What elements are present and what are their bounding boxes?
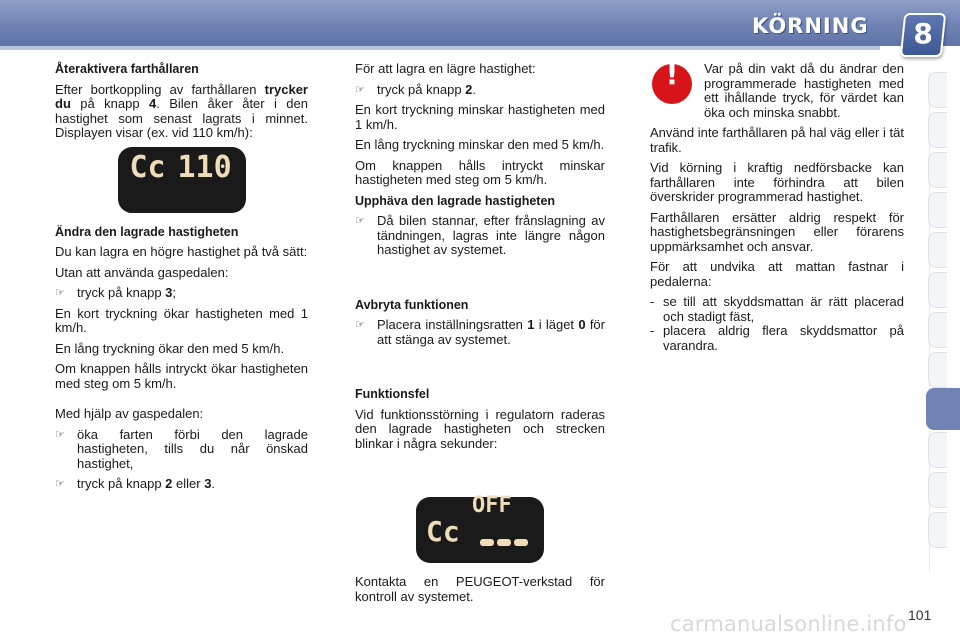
- text-segment: eller: [172, 476, 205, 491]
- chapter-tab-10[interactable]: [928, 432, 947, 468]
- chapter-title: KÖRNING: [752, 14, 869, 38]
- column-right: [650, 58, 904, 353]
- chapter-tab-1[interactable]: [928, 72, 947, 108]
- heading-cancel-speed: Upphäva den lagrade hastigheten: [355, 193, 556, 208]
- text-segment: tryck på knapp: [377, 81, 466, 97]
- text-segment: på knapp: [70, 96, 149, 111]
- bullet-press-2-or-3: [55, 477, 308, 492]
- text-bold: trycker du: [55, 81, 308, 111]
- spacer: [355, 264, 605, 298]
- spacer: [355, 353, 605, 387]
- bullet-exceed-speed: [55, 428, 308, 472]
- pointing-hand-icon: ☞: [355, 215, 365, 227]
- display-cc-label: Cc: [129, 149, 166, 185]
- dash-marker: -: [650, 323, 655, 338]
- paragraph-warning: Var på din vakt då du ändrar den programmerade hastigheten med ett ihållande tryck, för värdet kan öka och minska snabbt.: [704, 61, 904, 120]
- text-segment: .: [472, 81, 477, 97]
- chapter-tab-8[interactable]: [928, 352, 947, 388]
- display-off-label: OFF: [472, 493, 512, 518]
- chapter-number: 8: [913, 17, 933, 50]
- page-number: 101: [908, 607, 932, 623]
- display-speed-value: 110: [177, 149, 232, 185]
- display-cc-label: Cc: [426, 515, 460, 548]
- paragraph-long-press-down: En lång tryckning minskar den med 5 km/h.: [355, 137, 605, 152]
- text-segment: för att stänga av systemet.: [377, 317, 605, 347]
- text-segment: tryck på knapp: [77, 476, 166, 491]
- dash-text: placera aldrig flera skyddsmattor på varandra.: [663, 323, 904, 353]
- dash-item-no-stacking: [650, 324, 904, 353]
- paragraph-no-replacement: Farthållaren ersätter aldrig respekt för hastighetsbegränsningen eller förarens uppmärksamhet och ansvar.: [650, 209, 904, 254]
- paragraph-reactivate: [55, 83, 308, 141]
- chapter-tab-6[interactable]: [928, 272, 947, 308]
- heading-malfunction: Funktionsfel: [355, 387, 430, 401]
- pointing-hand-icon: ☞: [55, 287, 65, 299]
- chapter-number-badge: [900, 13, 947, 57]
- dash-item-mat-placement: [650, 295, 904, 324]
- heading-abort-function: Avbryta funktionen: [355, 297, 469, 312]
- column-middle: [355, 62, 605, 610]
- paragraph-slippery-road: Använd inte farthållaren på hal väg eller i tät trafik.: [650, 125, 904, 155]
- paragraph-without-pedal: Utan att använda gaspedalen:: [55, 264, 229, 280]
- pointing-hand-icon: ☞: [355, 319, 365, 331]
- display-blinking-dashes: [480, 539, 528, 546]
- key-number: 3: [165, 285, 173, 300]
- text-segment: Efter bortkoppling av farthållaren: [55, 81, 265, 97]
- bullet-text: Då bilen stannar, efter frånslagning av tändningen, lagras inte längre någon hastighet av systemet.: [377, 213, 605, 257]
- paragraph-long-press-up: En lång tryckning ökar den med 5 km/h.: [55, 340, 285, 356]
- key-number: 4: [148, 96, 157, 111]
- warning-icon: [652, 58, 692, 104]
- pointing-hand-icon: ☞: [355, 83, 365, 96]
- paragraph-hold-up: Om knappen hålls intryckt ökar hastigheten med steg om 5 km/h.: [55, 361, 308, 391]
- paragraph-short-press-down: En kort tryckning minskar hastigheten med 1 km/h.: [355, 102, 605, 132]
- pointing-hand-icon: ☞: [55, 478, 65, 490]
- paragraph-contact-workshop: Kontakta en PEUGEOT-verkstad för kontroll av systemet.: [355, 574, 605, 604]
- chapter-tab-12[interactable]: [928, 512, 947, 548]
- chapter-tab-11[interactable]: [928, 472, 947, 508]
- paragraph-downhill: Vid körning i kraftig nedförsbacke kan farthållaren inte förhindra att bilen överskrider programmerad hastighet.: [650, 160, 904, 204]
- paragraph-avoid-mat: För att undvika att mattan fastnar i pedalerna:: [650, 259, 904, 289]
- key-number: 0: [578, 317, 586, 332]
- dash-text: se till att skyddsmattan är rätt placerad och stadigt fäst,: [663, 294, 904, 324]
- text-segment: .: [211, 476, 216, 491]
- paragraph-malfunction: Vid funktionsstörning i regulatorn raderas den lagrade hastigheten och strecken blinkar i några sekunder:: [355, 406, 605, 451]
- chapter-tab-5[interactable]: [928, 232, 947, 268]
- chapter-tab-active[interactable]: [926, 388, 960, 430]
- text-segment: . Bilen åker åter i den hastighet som senast lagrats i minnet. Displayen visar (ex. vid 110 km/h):: [55, 96, 308, 140]
- header-underline: [0, 46, 880, 50]
- bullet-abort: [355, 318, 605, 347]
- heading-reactivate: Återaktivera farthållaren: [55, 62, 199, 76]
- dash-marker: -: [650, 294, 655, 309]
- heading-change-speed: Ändra den lagrade hastigheten: [55, 224, 239, 239]
- dash-segment: [514, 539, 528, 546]
- chapter-tab-4[interactable]: [928, 192, 947, 228]
- text-segment: Placera inställningsratten: [377, 317, 528, 332]
- dash-segment: [480, 539, 494, 546]
- bullet-press-3: [55, 286, 308, 301]
- speed-display-off: [416, 493, 544, 563]
- paragraph-lower-speed: För att lagra en lägre hastighet:: [355, 61, 536, 76]
- watermark: carmanualsonline.info: [670, 612, 907, 636]
- chapter-tab-7[interactable]: [928, 312, 947, 348]
- key-number: 2: [465, 81, 473, 97]
- text-segment: tryck på knapp: [77, 285, 166, 300]
- bullet-text: öka farten förbi den lagrade hastigheten, tills du når önskad hastighet,: [77, 426, 308, 471]
- text-segment: i läget: [534, 317, 579, 332]
- pointing-hand-icon: ☞: [55, 428, 65, 441]
- bullet-cancel: [355, 214, 605, 258]
- warning-symbol: !: [665, 58, 679, 91]
- key-number: 2: [165, 476, 173, 491]
- paragraph-hold-down: Om knappen hålls intryckt minskar hastigheten med steg om 5 km/h.: [355, 157, 605, 187]
- column-left: [55, 62, 308, 498]
- bullet-press-2: [355, 83, 605, 98]
- dash-segment: [497, 539, 511, 546]
- paragraph-two-ways: Du kan lagra en högre hastighet på två sätt:: [55, 244, 308, 259]
- paragraph-with-pedal: Med hjälp av gaspedalen:: [55, 406, 204, 421]
- chapter-tab-2[interactable]: [928, 112, 947, 148]
- key-number: 1: [527, 317, 535, 332]
- chapter-tab-3[interactable]: [928, 152, 947, 188]
- key-number: 3: [204, 476, 212, 491]
- speed-display-110: [118, 147, 246, 213]
- text-segment: ;: [172, 285, 177, 300]
- paragraph-short-press-up: En kort tryckning ökar hastigheten med 1 km/h.: [55, 305, 308, 335]
